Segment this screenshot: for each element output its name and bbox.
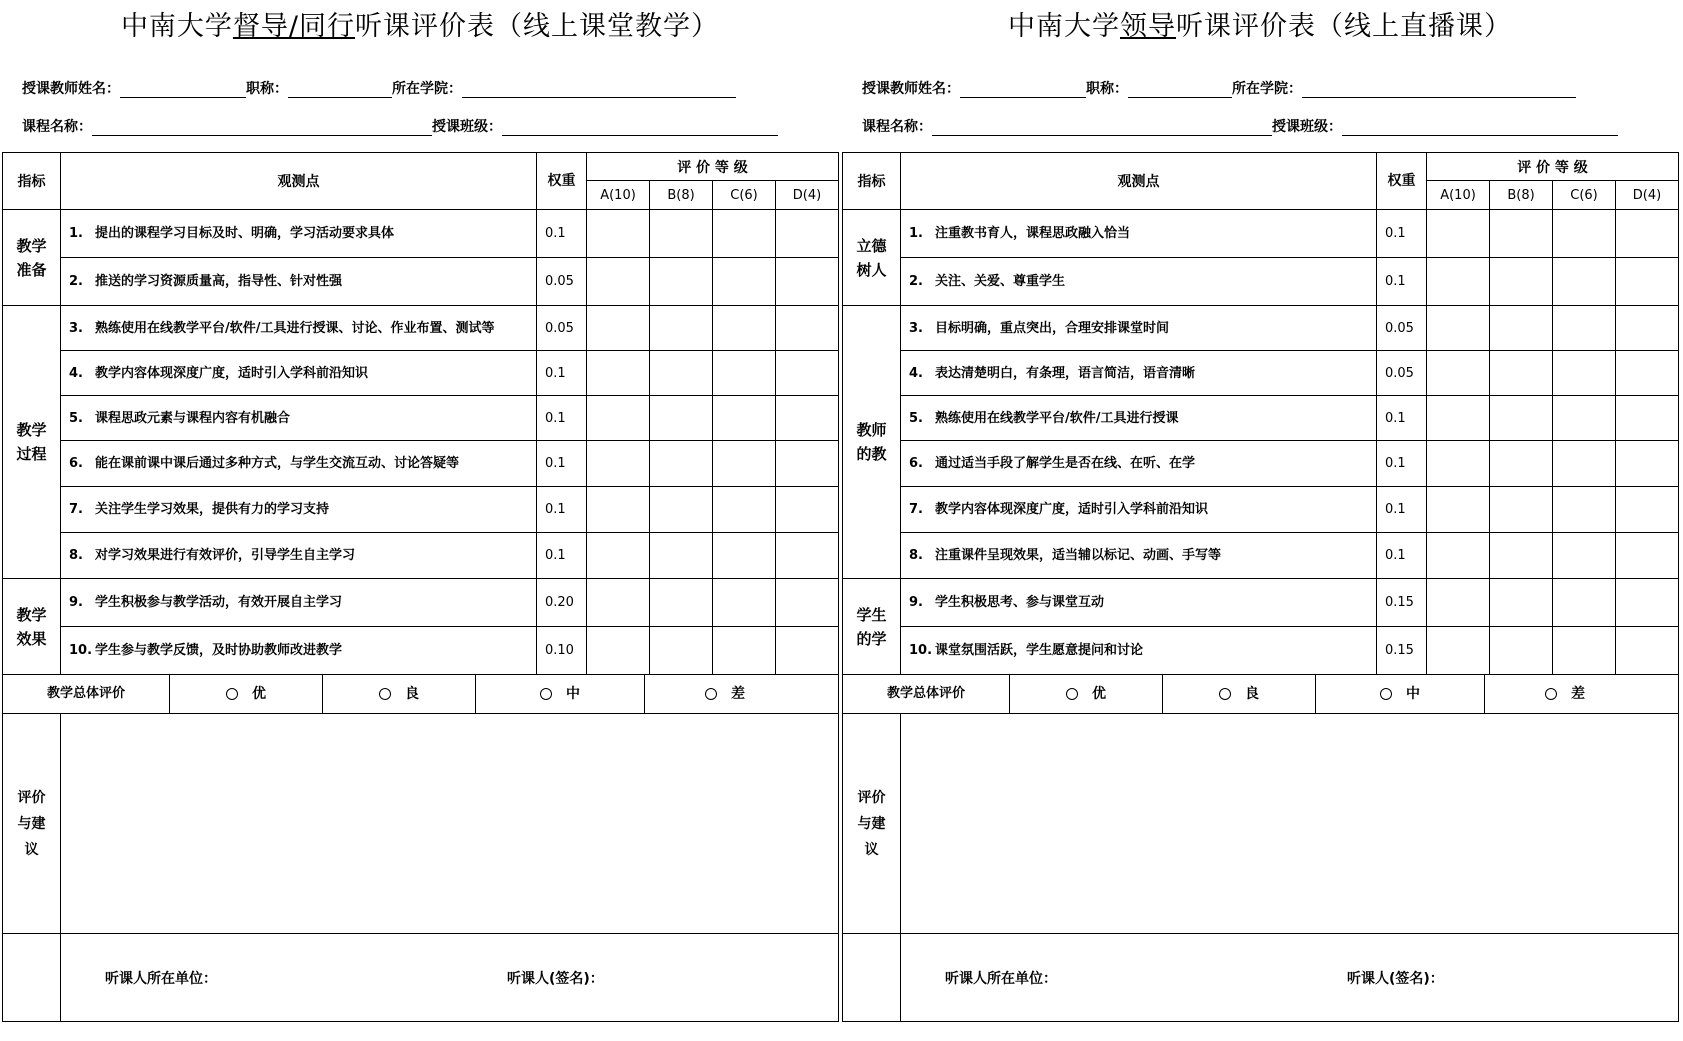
- grade-cell[interactable]: [1490, 210, 1553, 258]
- grade-cell[interactable]: [587, 441, 650, 487]
- grade-cell[interactable]: [1616, 306, 1679, 351]
- unit-label: 听课人所在单位：: [105, 970, 217, 987]
- header-grade: 评 价 等 级: [1427, 153, 1679, 181]
- grade-cell[interactable]: [1427, 306, 1490, 351]
- criterion-row: [843, 533, 1679, 579]
- weight-value: 0.1: [537, 533, 587, 579]
- weight-value: 0.1: [1377, 441, 1427, 487]
- comments-label-cell: 评价与建议: [843, 714, 901, 934]
- weight-value: 0.1: [1377, 487, 1427, 533]
- unit-label: 听课人所在单位：: [945, 970, 1057, 987]
- grade-cell[interactable]: [1427, 258, 1490, 306]
- rank-label: 职称：: [246, 81, 288, 97]
- observation-point: 5. 熟练使用在线教学平台/软件/工具进行授课: [901, 396, 1377, 441]
- comments-area[interactable]: [901, 714, 1679, 934]
- grade-cell[interactable]: [776, 441, 839, 487]
- grade-cell[interactable]: [650, 533, 713, 579]
- criterion-row: [3, 533, 839, 579]
- grade-cell[interactable]: [650, 258, 713, 306]
- header-weight: 权重: [1377, 153, 1427, 210]
- grade-cell[interactable]: [1427, 351, 1490, 396]
- grade-cell[interactable]: [776, 306, 839, 351]
- grade-cell[interactable]: [587, 627, 650, 675]
- header-grade: 评 价 等 级: [587, 153, 839, 181]
- course-field[interactable]: [932, 119, 1272, 136]
- grade-cell[interactable]: [587, 306, 650, 351]
- overall-option[interactable]: 中: [476, 675, 645, 713]
- header-indicator: 指标: [843, 153, 901, 210]
- comments-label-cell: 评价与建议: [3, 714, 61, 934]
- grade-cell[interactable]: [587, 351, 650, 396]
- college-label: 所在学院：: [1232, 81, 1302, 97]
- indicator-cell: 教学过程: [3, 306, 61, 579]
- grade-cell[interactable]: [713, 579, 776, 627]
- header-level: C(6): [713, 181, 776, 210]
- grade-cell[interactable]: [1427, 487, 1490, 533]
- rank-field[interactable]: [1128, 81, 1232, 98]
- grade-cell[interactable]: [1553, 306, 1616, 351]
- grade-cell[interactable]: [776, 396, 839, 441]
- weight-value: 0.1: [1377, 396, 1427, 441]
- grade-cell[interactable]: [713, 487, 776, 533]
- header-level: A(10): [1427, 181, 1490, 210]
- criterion-row: [3, 396, 839, 441]
- grade-cell[interactable]: [587, 487, 650, 533]
- grade-cell[interactable]: [1427, 210, 1490, 258]
- grade-cell[interactable]: [1490, 396, 1553, 441]
- observation-point: 7. 教学内容体现深度广度，适时引入学科前沿知识: [901, 487, 1377, 533]
- weight-value: 0.1: [537, 210, 587, 258]
- grade-cell[interactable]: [1553, 396, 1616, 441]
- grade-cell[interactable]: [650, 351, 713, 396]
- grade-cell[interactable]: [776, 351, 839, 396]
- grade-cell[interactable]: [1553, 441, 1616, 487]
- overall-label: 教学总体评价: [843, 675, 1010, 713]
- indicator-cell: 教师的教: [843, 306, 901, 579]
- class-field[interactable]: [1342, 119, 1618, 136]
- criterion-row: [3, 487, 839, 533]
- signature-row: [901, 934, 1679, 1022]
- grade-cell[interactable]: [776, 210, 839, 258]
- grade-cell[interactable]: [1553, 487, 1616, 533]
- teacher-label: 授课教师姓名：: [22, 81, 120, 97]
- weight-value: 0.10: [537, 627, 587, 675]
- grade-cell[interactable]: [1616, 396, 1679, 441]
- criterion-row: [843, 306, 1679, 351]
- grade-cell[interactable]: [1553, 210, 1616, 258]
- class-label: 授课班级：: [1272, 119, 1342, 135]
- rank-field[interactable]: [288, 81, 392, 98]
- observation-point: 4. 表达清楚明白，有条理，语言简洁，语音清晰: [901, 351, 1377, 396]
- observation-point: 3. 熟练使用在线教学平台/软件/工具进行授课、讨论、作业布置、测试等: [61, 306, 537, 351]
- grade-cell[interactable]: [713, 533, 776, 579]
- radio-circle-icon[interactable]: [540, 688, 552, 700]
- grade-cell[interactable]: [713, 351, 776, 396]
- weight-value: 0.1: [1377, 258, 1427, 306]
- grade-cell[interactable]: [650, 627, 713, 675]
- signer-label: 听课人(签名)：: [1347, 970, 1444, 987]
- header-points: 观测点: [61, 153, 537, 210]
- grade-cell[interactable]: [776, 579, 839, 627]
- weight-value: 0.05: [537, 306, 587, 351]
- weight-value: 0.20: [537, 579, 587, 627]
- grade-cell[interactable]: [1616, 210, 1679, 258]
- weight-value: 0.15: [1377, 627, 1427, 675]
- observation-point: 3. 目标明确，重点突出，合理安排课堂时间: [901, 306, 1377, 351]
- criterion-row: [3, 351, 839, 396]
- criterion-row: [843, 396, 1679, 441]
- criterion-row: [843, 351, 1679, 396]
- grade-cell[interactable]: [713, 210, 776, 258]
- weight-value: 0.1: [537, 351, 587, 396]
- grade-cell[interactable]: [1490, 579, 1553, 627]
- grade-cell[interactable]: [713, 627, 776, 675]
- grade-cell[interactable]: [776, 533, 839, 579]
- evaluation-table: [842, 152, 1679, 1022]
- grade-cell[interactable]: [1490, 306, 1553, 351]
- grade-cell[interactable]: [650, 306, 713, 351]
- criterion-row: [843, 579, 1679, 627]
- grade-cell[interactable]: [587, 210, 650, 258]
- overall-option[interactable]: 良: [1163, 675, 1316, 713]
- form-title: 中南大学领导听课评价表（线上直播课）: [1008, 11, 1512, 42]
- grade-cell[interactable]: [1427, 441, 1490, 487]
- header-weight: 权重: [537, 153, 587, 210]
- weight-value: 0.1: [1377, 533, 1427, 579]
- header-level: D(4): [1616, 181, 1679, 210]
- info-row-1: [22, 78, 736, 98]
- grade-cell[interactable]: [1490, 533, 1553, 579]
- college-label: 所在学院：: [392, 81, 462, 97]
- radio-circle-icon[interactable]: [1380, 688, 1392, 700]
- grade-cell[interactable]: [1427, 627, 1490, 675]
- header-points: 观测点: [901, 153, 1377, 210]
- college-field[interactable]: [1302, 81, 1576, 98]
- header-indicator: 指标: [3, 153, 61, 210]
- signer-label: 听课人(签名)：: [507, 970, 604, 987]
- observation-point: 6. 通过适当手段了解学生是否在线、在听、在学: [901, 441, 1377, 487]
- info-row-2: [22, 116, 778, 136]
- grade-cell[interactable]: [713, 396, 776, 441]
- grade-cell[interactable]: [1616, 627, 1679, 675]
- weight-value: 0.15: [1377, 579, 1427, 627]
- observation-point: 10. 学生参与教学反馈，及时协助教师改进教学: [61, 627, 537, 675]
- grade-cell[interactable]: [1490, 258, 1553, 306]
- comments-area[interactable]: [61, 714, 839, 934]
- teacher-field[interactable]: [960, 81, 1086, 98]
- grade-cell[interactable]: [713, 306, 776, 351]
- header-level: D(4): [776, 181, 839, 210]
- teacher-label: 授课教师姓名：: [862, 81, 960, 97]
- grade-cell[interactable]: [587, 258, 650, 306]
- info-row-2: [862, 116, 1618, 136]
- class-field[interactable]: [502, 119, 778, 136]
- grade-cell[interactable]: [1616, 258, 1679, 306]
- grade-cell[interactable]: [1616, 441, 1679, 487]
- grade-cell[interactable]: [1553, 579, 1616, 627]
- criterion-row: [843, 441, 1679, 487]
- grade-cell[interactable]: [650, 579, 713, 627]
- weight-value: 0.1: [537, 441, 587, 487]
- course-label: 课程名称：: [22, 119, 92, 135]
- observation-point: 10. 课堂氛围活跃，学生愿意提问和讨论: [901, 627, 1377, 675]
- criterion-row: [3, 258, 839, 306]
- radio-circle-icon[interactable]: [705, 688, 717, 700]
- grade-cell[interactable]: [1490, 351, 1553, 396]
- criterion-row: [843, 627, 1679, 675]
- radio-circle-icon[interactable]: [379, 688, 391, 700]
- grade-cell[interactable]: [1490, 487, 1553, 533]
- criterion-row: [3, 441, 839, 487]
- radio-circle-icon[interactable]: [1066, 688, 1078, 700]
- grade-cell[interactable]: [1553, 627, 1616, 675]
- indicator-cell: 教学准备: [3, 210, 61, 306]
- criterion-row: [3, 627, 839, 675]
- radio-circle-icon[interactable]: [1545, 688, 1557, 700]
- weight-value: 0.1: [1377, 210, 1427, 258]
- grade-cell[interactable]: [650, 210, 713, 258]
- grade-cell[interactable]: [587, 396, 650, 441]
- grade-cell[interactable]: [1490, 441, 1553, 487]
- grade-cell[interactable]: [1616, 487, 1679, 533]
- overall-option[interactable]: 优: [170, 675, 323, 713]
- grade-cell[interactable]: [1553, 351, 1616, 396]
- grade-cell[interactable]: [1616, 351, 1679, 396]
- observation-point: 1. 注重教书育人，课程思政融入恰当: [901, 210, 1377, 258]
- weight-value: 0.05: [1377, 351, 1427, 396]
- grade-cell[interactable]: [1553, 533, 1616, 579]
- grade-cell[interactable]: [776, 627, 839, 675]
- observation-point: 8. 对学习效果进行有效评价，引导学生自主学习: [61, 533, 537, 579]
- header-level: C(6): [1553, 181, 1616, 210]
- overall-label: 教学总体评价: [3, 675, 170, 713]
- grade-cell[interactable]: [650, 396, 713, 441]
- grade-cell[interactable]: [587, 579, 650, 627]
- criterion-row: [3, 579, 839, 627]
- criterion-row: [3, 306, 839, 351]
- observation-point: 1. 提出的课程学习目标及时、明确，学习活动要求具体: [61, 210, 537, 258]
- header-level: B(8): [1490, 181, 1553, 210]
- indicator-cell: 立德树人: [843, 210, 901, 306]
- grade-cell[interactable]: [713, 441, 776, 487]
- course-field[interactable]: [92, 119, 432, 136]
- signature-row: [61, 934, 839, 1022]
- weight-value: 0.05: [1377, 306, 1427, 351]
- form-left: [0, 0, 840, 1041]
- observation-point: 9. 学生积极思考、参与课堂互动: [901, 579, 1377, 627]
- grade-cell[interactable]: [650, 487, 713, 533]
- grade-cell[interactable]: [1616, 533, 1679, 579]
- criterion-row: [843, 258, 1679, 306]
- form-right: [840, 0, 1680, 1041]
- weight-value: 0.1: [537, 396, 587, 441]
- grade-cell[interactable]: [1427, 396, 1490, 441]
- info-row-1: [862, 78, 1576, 98]
- grade-cell[interactable]: [1553, 258, 1616, 306]
- overall-option[interactable]: 优: [1010, 675, 1163, 713]
- grade-cell[interactable]: [1427, 579, 1490, 627]
- criterion-row: [843, 210, 1679, 258]
- observation-point: 8. 注重课件呈现效果，适当辅以标记、动画、手写等: [901, 533, 1377, 579]
- criterion-row: [843, 487, 1679, 533]
- observation-point: 7. 关注学生学习效果，提供有力的学习支持: [61, 487, 537, 533]
- observation-point: 5. 课程思政元素与课程内容有机融合: [61, 396, 537, 441]
- overall-option[interactable]: 差: [645, 675, 805, 713]
- grade-cell[interactable]: [1616, 579, 1679, 627]
- college-field[interactable]: [462, 81, 736, 98]
- grade-cell[interactable]: [1490, 627, 1553, 675]
- grade-cell[interactable]: [1427, 533, 1490, 579]
- course-label: 课程名称：: [862, 119, 932, 135]
- criterion-row: [3, 210, 839, 258]
- rank-label: 职称：: [1086, 81, 1128, 97]
- grade-cell[interactable]: [650, 441, 713, 487]
- weight-value: 0.1: [537, 487, 587, 533]
- overall-option[interactable]: 中: [1316, 675, 1485, 713]
- weight-value: 0.05: [537, 258, 587, 306]
- observation-point: 2. 关注、关爱、尊重学生: [901, 258, 1377, 306]
- form-title: 中南大学督导/同行听课评价表（线上课堂教学）: [120, 11, 720, 42]
- teacher-field[interactable]: [120, 81, 246, 98]
- header-level: B(8): [650, 181, 713, 210]
- grade-cell[interactable]: [776, 258, 839, 306]
- overall-option[interactable]: 差: [1485, 675, 1645, 713]
- radio-circle-icon[interactable]: [226, 688, 238, 700]
- grade-cell[interactable]: [776, 487, 839, 533]
- indicator-cell: 教学效果: [3, 579, 61, 675]
- radio-circle-icon[interactable]: [1219, 688, 1231, 700]
- observation-point: 6. 能在课前课中课后通过多种方式，与学生交流互动、讨论答疑等: [61, 441, 537, 487]
- grade-cell[interactable]: [587, 533, 650, 579]
- header-level: A(10): [587, 181, 650, 210]
- observation-point: 2. 推送的学习资源质量高，指导性、针对性强: [61, 258, 537, 306]
- observation-point: 4. 教学内容体现深度广度，适时引入学科前沿知识: [61, 351, 537, 396]
- grade-cell[interactable]: [713, 258, 776, 306]
- indicator-cell: 学生的学: [843, 579, 901, 675]
- overall-option[interactable]: 良: [323, 675, 476, 713]
- class-label: 授课班级：: [432, 119, 502, 135]
- evaluation-table: [2, 152, 839, 1022]
- observation-point: 9. 学生积极参与教学活动，有效开展自主学习: [61, 579, 537, 627]
